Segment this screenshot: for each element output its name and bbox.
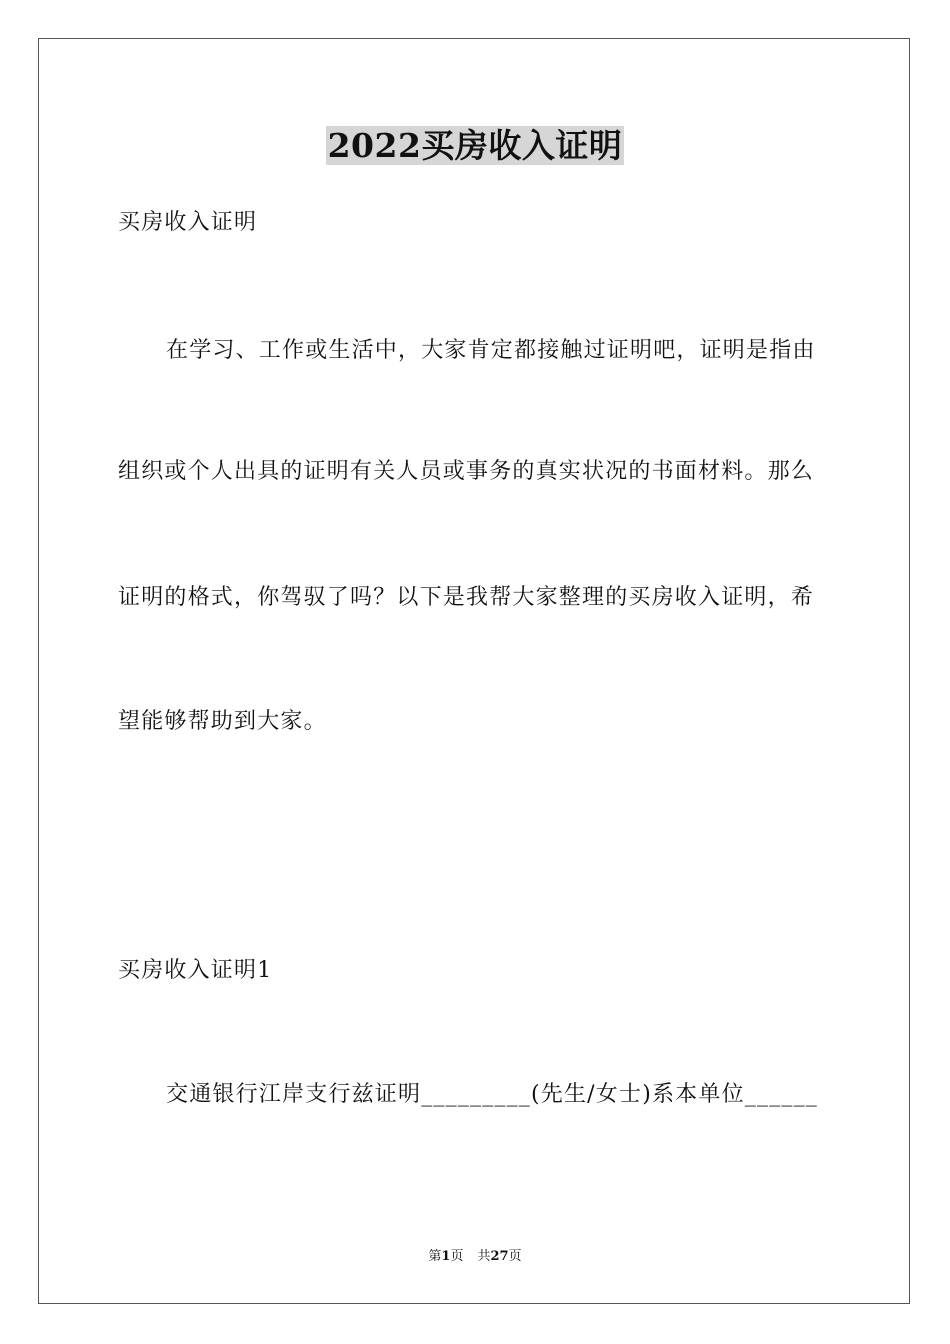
total-suffix: 页: [508, 1249, 522, 1264]
paragraph-line: 证明的格式，你驾驭了吗？以下是我帮大家整理的买房收入证明，希: [118, 585, 815, 610]
document-title-text: 2022买房收入证明: [327, 126, 623, 165]
page-suffix: 页: [450, 1249, 464, 1264]
section-heading: 买房收入证明: [118, 210, 258, 235]
total-pages: 27: [490, 1249, 509, 1264]
page-footer: [0, 1248, 950, 1266]
document-title: [0, 124, 950, 168]
page-prefix: 第: [428, 1249, 442, 1264]
page-number: 1: [441, 1249, 451, 1264]
section-heading-1: 买房收入证明1: [118, 958, 273, 983]
paragraph-line: 在学习、工作或生活中，大家肯定都接触过证明吧，证明是指由: [166, 338, 816, 363]
total-prefix: 共: [477, 1249, 491, 1264]
paragraph-line: 组织或个人出具的证明有关人员或事务的真实状况的书面材料。那么: [118, 459, 815, 484]
paragraph-line: 望能够帮助到大家。: [118, 709, 327, 734]
paragraph-line: 交通银行江岸支行兹证明_________(先生/女士)系本单位______: [166, 1082, 818, 1107]
